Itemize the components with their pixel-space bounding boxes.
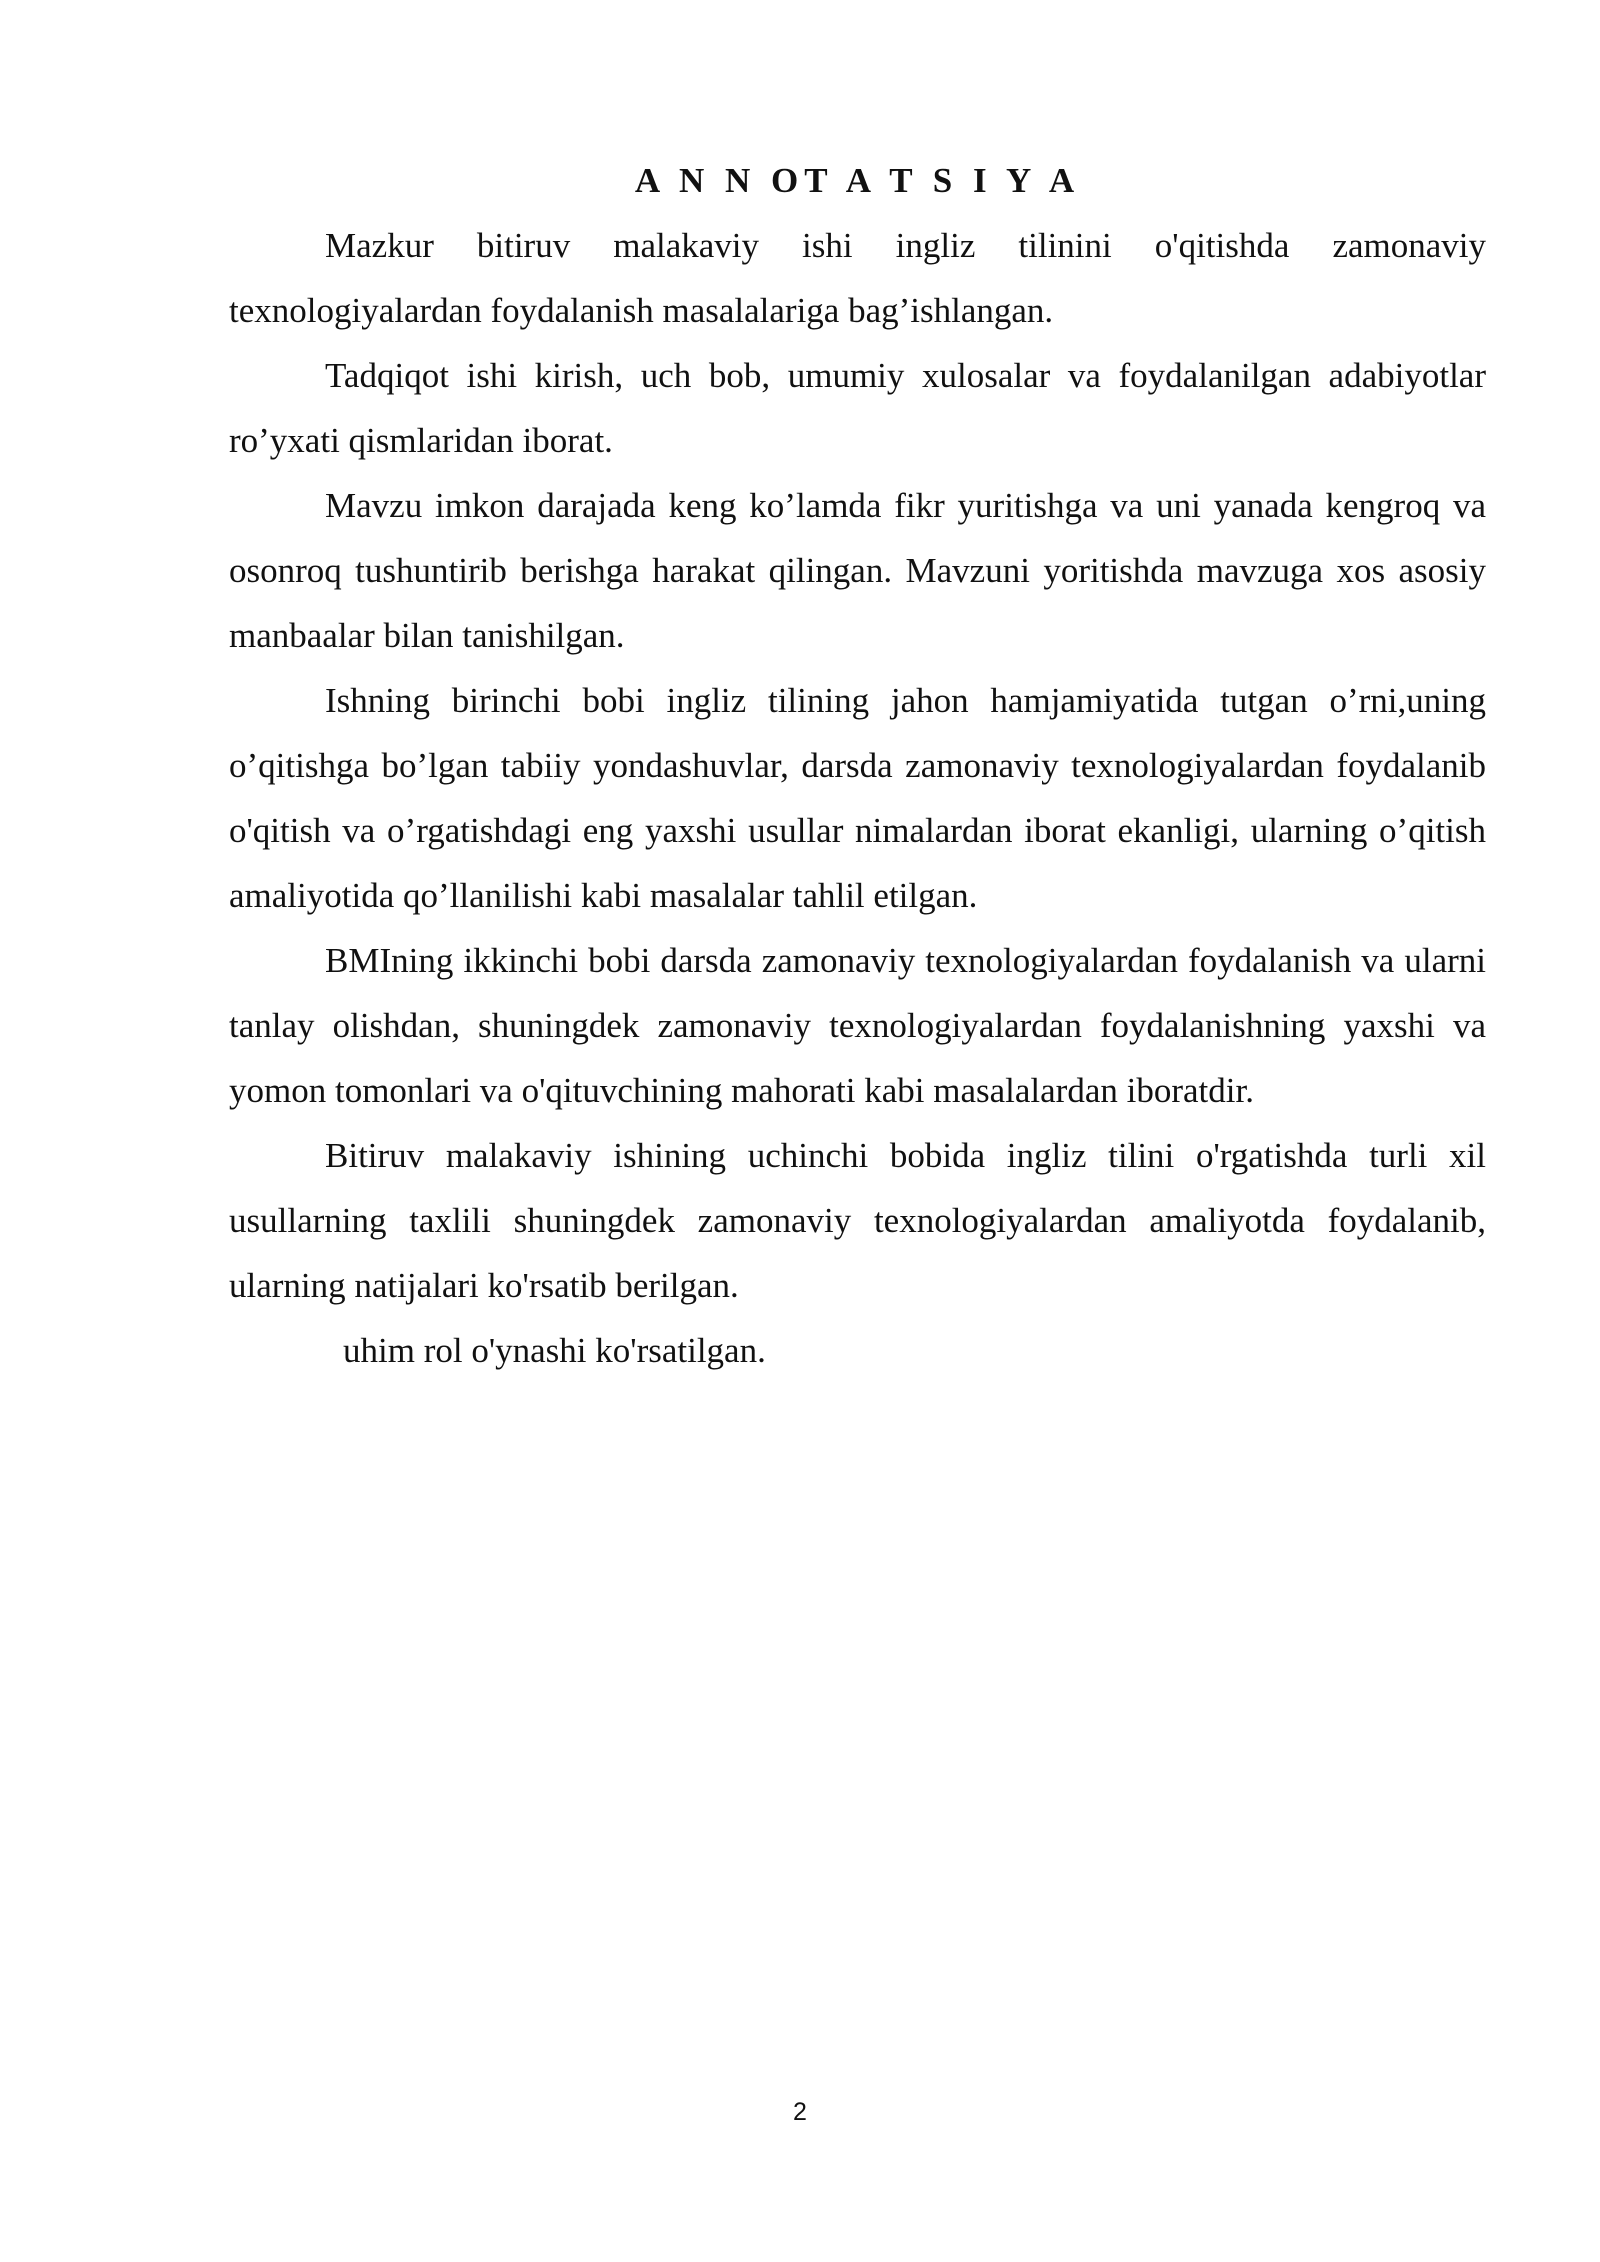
document-title: A N N OT A T S I Y A [634, 161, 1081, 200]
paragraph-topic: Mavzu imkon darajada keng ko’lamda fikr yuritishga va uni yanada kengroq va osonroq tushuntirib berishga harakat qilingan. Mavzuni yoritishda mavzuga xos asosiy manbaalar bilan tanishilgan. [229, 486, 1486, 655]
paragraph-intro: Mazkur bitiruv malakaviy ishi ingliz tilinini o'qitishda zamonaviy texnologiyalardan foydalanish masalalariga bag’ishlangan. [229, 226, 1486, 330]
paragraph-structure: Tadqiqot ishi kirish, uch bob, umumiy xulosalar va foydalanilgan adabiyotlar ro’yxati qismlaridan iborat. [229, 356, 1486, 460]
paragraph-chapter-two: BMIning ikkinchi bobi darsda zamonaviy texnologiyalardan foydalanish va ularni tanlay olishdan, shuningdek zamonaviy texnologiyalardan foydalanishning yaxshi va yomon tomonlari va o'qituvchining mahorati kabi masalalardan iboratdir. [229, 941, 1486, 1110]
paragraph-chapter-three: Bitiruv malakaviy ishining uchinchi bobida ingliz tilini o'rgatishda turli xil usullarning taxlili shuningdek zamonaviy texnologiyalardan amaliyotda foydalanib, ularning natijalari ko'rsatib berilgan. [229, 1136, 1486, 1305]
annotation-body [229, 148, 1486, 1383]
page-number: 2 [793, 2098, 807, 2126]
paragraph-chapter-one: Ishning birinchi bobi ingliz tilining jahon hamjamiyatida tutgan o’rni,uning o’qitishga bo’lgan tabiiy yondashuvlar, darsda zamonaviy texnologiyalardan foydalanib o'qitish va o’rgatishdagi eng yaxshi usullar nimalardan iborat ekanligi, ularning o’qitish amaliyotida qo’llanilishi kabi masalalar tahlil etilgan. [229, 681, 1486, 915]
paragraph-fragment: uhim rol o'ynashi ko'rsatilgan. [343, 1331, 766, 1370]
